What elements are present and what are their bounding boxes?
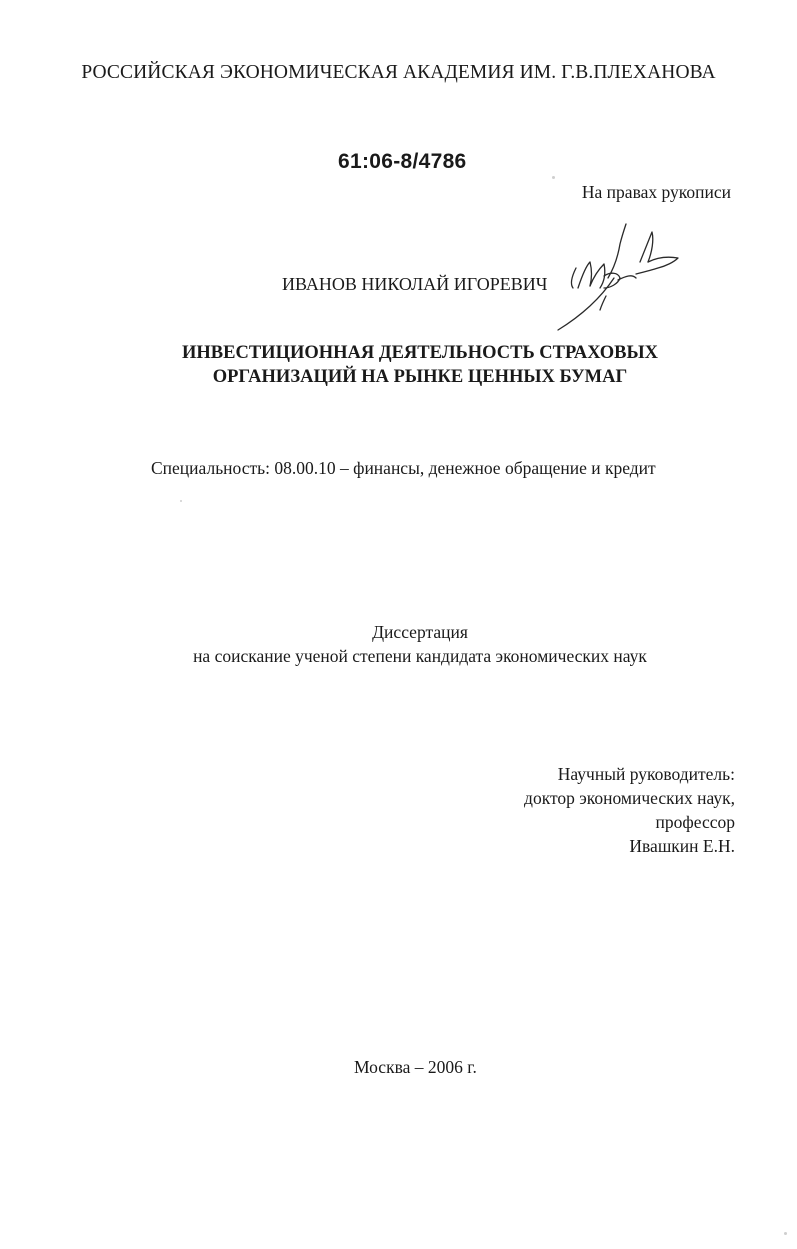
handwritten-signature	[548, 218, 688, 336]
advisor-label: Научный руководитель:	[557, 764, 735, 784]
signature-stroke	[640, 232, 653, 262]
dissertation-title	[0, 341, 797, 389]
rights-note: На правах рукописи	[581, 182, 731, 202]
degree-statement-line-2: на соискание ученой степени кандидата экономических наук	[193, 646, 647, 666]
author-name: ИВАНОВ НИКОЛАЙ ИГОРЕВИЧ	[282, 274, 548, 294]
institution-name: РОССИЙСКАЯ ЭКОНОМИЧЕСКАЯ АКАДЕМИЯ ИМ. Г.В.ПЛЕХАНОВА	[81, 62, 716, 83]
advisor-degree: доктор экономических наук,	[524, 788, 735, 808]
signature-stroke	[600, 296, 606, 310]
scan-speck	[552, 176, 555, 179]
scan-speck	[180, 500, 182, 502]
title-line-1: ИНВЕСТИЦИОННАЯ ДЕЯТЕЛЬНОСТЬ СТРАХОВЫХ	[182, 343, 658, 363]
signature-stroke	[590, 264, 605, 288]
title-line-2: ОРГАНИЗАЦИЙ НА РЫНКЕ ЦЕННЫХ БУМАГ	[212, 367, 628, 387]
signature-stroke	[578, 262, 592, 288]
signature-stroke	[572, 268, 576, 288]
advisor-name: Ивашкин Е.Н.	[629, 836, 735, 856]
scientific-advisor-block	[524, 762, 735, 858]
city-year: Москва – 2006 г.	[354, 1057, 477, 1077]
catalog-number: 61:06-8/4786	[338, 150, 467, 173]
specialty-line: Специальность: 08.00.10 – финансы, денежное обращение и кредит	[151, 458, 656, 478]
signature-stroke	[636, 257, 678, 274]
signature-stroke	[618, 276, 636, 280]
scan-speck	[784, 1232, 787, 1235]
signature-stroke	[608, 224, 626, 278]
degree-statement-line-1: Диссертация	[372, 622, 468, 642]
signature-stroke	[558, 278, 614, 330]
advisor-rank: профессор	[655, 812, 735, 832]
degree-statement	[0, 620, 797, 668]
